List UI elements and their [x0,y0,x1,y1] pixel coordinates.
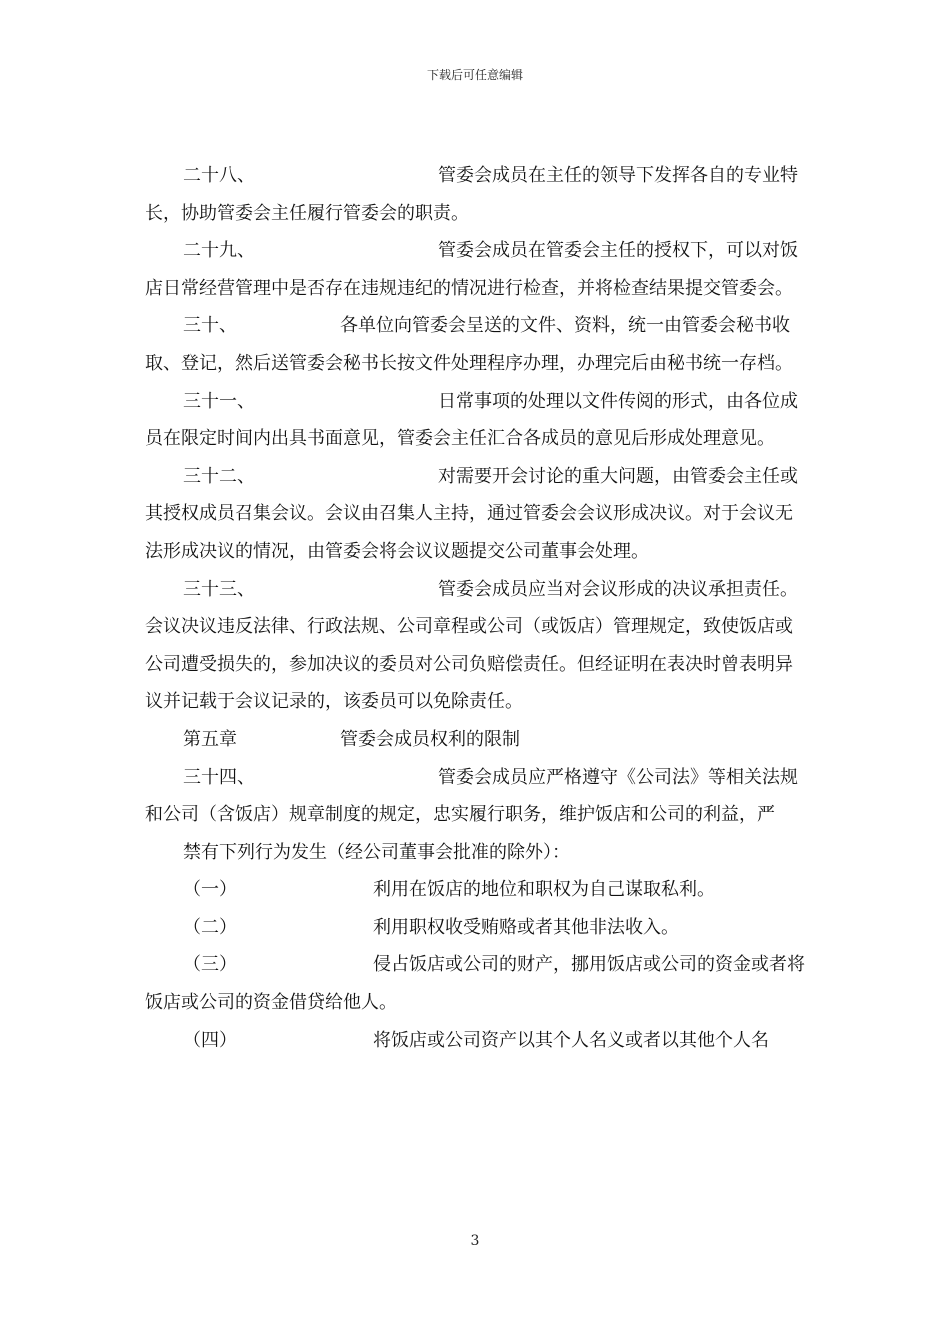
clause-31 [145,383,810,458]
clause-label: 三十三、 [183,578,255,600]
item-1 [145,871,810,909]
chapter-heading [145,721,810,759]
clause-29 [145,232,810,307]
clause-text: 日常事项的处理以文件传阅的形式，由各位成员在限定时间内出具书面意见，管委会主任汇合各成员的意见后形成处理意见。 [145,390,798,450]
item-text: 利用职权收受贿赂或者其他非法收入。 [373,916,679,938]
item-label: （一） [183,879,237,901]
clause-30 [145,307,810,382]
clause-34-continuation [145,834,810,872]
clause-32 [145,458,810,571]
item-label: （三） [183,954,237,976]
clause-label: 三十一、 [183,390,255,412]
clause-label: 三十、 [183,315,237,337]
clause-text: 禁有下列行为发生（经公司董事会批准的除外）： [183,841,570,863]
clause-text: 管委会成员在主任的领导下发挥各自的专业特长，协助管委会主任履行管委会的职责。 [145,165,798,224]
item-4 [145,1022,810,1060]
clause-label: 二十八、 [183,165,255,186]
chapter-title: 管委会成员权利的限制 [340,728,520,750]
item-text: 将饭店或公司资产以其个人名义或者以其他个人名 [373,1029,769,1051]
item-text: 利用在饭店的地位和职权为自己谋取私利。 [373,879,715,901]
item-3 [145,946,810,1021]
clause-33 [145,571,810,721]
clause-text: 管委会成员应严格遵守《公司法》等相关法规和公司（含饭店）规章制度的规定，忠实履行职务，维护饭店和公司的利益，严 [145,766,798,826]
item-2 [145,909,810,947]
clause-label: 三十二、 [183,465,255,487]
clause-text: 管委会成员在管委会主任的授权下，可以对饭店日常经营管理中是否存在违规违纪的情况进行检查，并将检查结果提交管委会。 [145,240,798,299]
clause-label: 二十九、 [183,240,255,262]
clause-28 [145,157,810,232]
clause-text: 各单位向管委会呈送的文件、资料，统一由管委会秘书收取、登记，然后送管委会秘书长按文件处理程序办理，办理完后由秘书统一存档。 [145,315,793,374]
clause-text: 对需要开会讨论的重大问题，由管委会主任或其授权成员召集会议。会议由召集人主持，通过管委会会议形成决议。对于会议无法形成决议的情况，由管委会将会议议题提交公司董事会处理。 [145,465,798,562]
item-label: （二） [183,916,237,938]
item-text: 侵占饭店或公司的财产，挪用饭店或公司的资金或者将饭店或公司的资金借贷给他人。 [145,954,805,1014]
clause-34 [145,759,810,834]
item-label: （四） [183,1029,237,1051]
document-body [145,157,810,1059]
page-number: 3 [470,1233,480,1249]
clause-text: 管委会成员应当对会议形成的决议承担责任。会议决议违反法律、行政法规、公司章程或公司（或饭店）管理规定，致使饭店或公司遭受损失的，参加决议的委员对公司负赔偿责任。但经证明在表决时曾表明异议并记载于会议记录的，该委员可以免除责任。 [145,578,798,713]
page-header: 下载后可任意编辑 [426,68,523,82]
clause-label: 三十四、 [183,766,255,788]
chapter-label: 第五章 [183,728,237,750]
